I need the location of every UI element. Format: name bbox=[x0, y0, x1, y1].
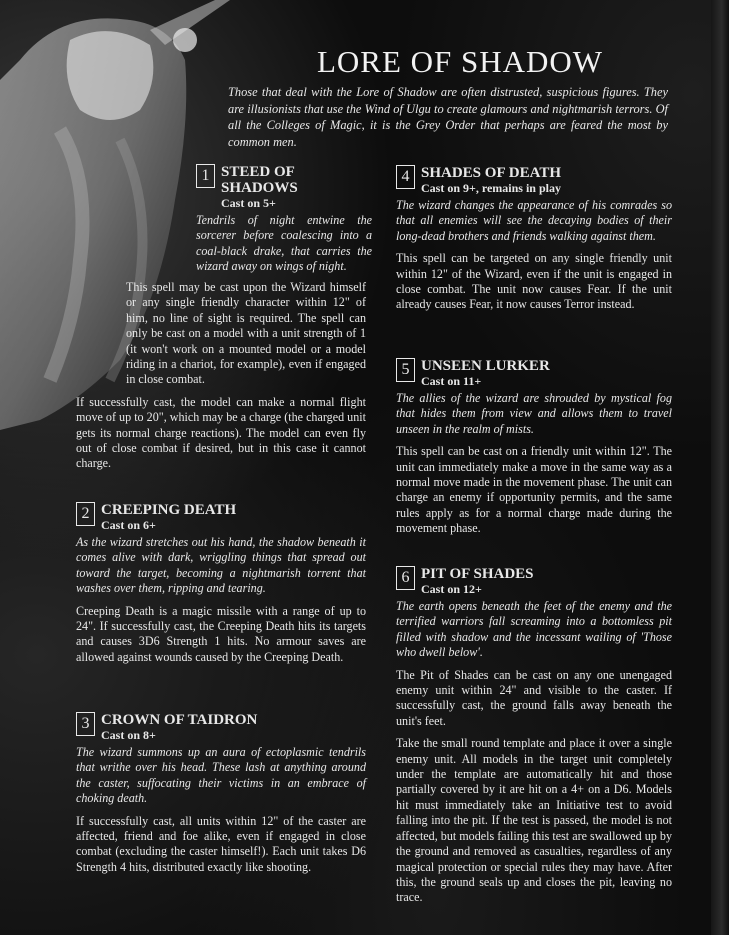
spell-3-number: 3 bbox=[76, 712, 95, 736]
spell-2-number: 2 bbox=[76, 502, 95, 526]
spell-4-cast: Cast on 9+, remains in play bbox=[421, 181, 561, 195]
spell-1-number: 1 bbox=[196, 164, 215, 188]
spell-2-cast: Cast on 6+ bbox=[101, 518, 156, 532]
spell-1-rule-2: If successfully cast, the model can make a normal flight move of up to 20", which may be a charge (the charged unit gets its normal charge reactions). The model can even fly out of close combat if desired, but in this case it cannot charge. bbox=[76, 394, 366, 471]
spell-4-flavor: The wizard changes the appearance of his comrades so that all enemies will see the decaying bodies of their long-dead brothers and friends walking against them. bbox=[396, 198, 672, 243]
spell-5-flavor: The allies of the wizard are shrouded by mystical fog that hides them from view and allows them to travel unseen in the realm of mists. bbox=[396, 391, 672, 436]
spell-1-heading bbox=[196, 164, 372, 211]
spell-5-block bbox=[396, 358, 672, 544]
spell-3-name: CROWN OF TAIDRON bbox=[101, 712, 258, 728]
page-edge bbox=[711, 0, 729, 935]
spell-1-header-block bbox=[196, 164, 372, 282]
spell-1-rules bbox=[76, 280, 366, 479]
spell-4-heading bbox=[396, 165, 672, 196]
spell-3-heading bbox=[76, 712, 366, 743]
spell-4-rule-1: This spell can be targeted on any single friendly unit within 12" of the Wizard, even if the unit is engaged in close combat. The unit now causes Fear. If the unit already causes Fear, it now causes Terror instead. bbox=[396, 251, 672, 312]
spell-6-heading bbox=[396, 566, 672, 597]
spell-4-block bbox=[396, 165, 672, 320]
spell-3-flavor: The wizard summons up an aura of ectoplasmic tendrils that writhe over his head. These lash at anything around the caster, suffocating their victims in an embrace of choking death. bbox=[76, 745, 366, 806]
spell-1-rule-1: This spell may be cast upon the Wizard himself or any single friendly character within 12" of him, no line of sight is required. The spell can only be cast on a model with a unit strength of 1 (it won't work on a mounted model or a model riding in a chariot, for example), even if engaged in close combat. bbox=[126, 280, 366, 387]
spell-3-rule-1: If successfully cast, all units within 12" of the caster are affected, friend and foe alike, even if engaged in close combat (excluding the caster himself!). Each unit takes D6 Strength 4 hits, distributed exactly like shooting. bbox=[76, 813, 366, 874]
spell-2-heading bbox=[76, 502, 366, 533]
spell-6-name: PIT OF SHADES bbox=[421, 566, 534, 582]
spell-2-flavor: As the wizard stretches out his hand, the shadow beneath it comes alive with dark, wriggling things that spread out toward the target, becoming a nightmarish torrent that washes over them, ripping and tearing. bbox=[76, 535, 366, 596]
spell-4-name: SHADES OF DEATH bbox=[421, 165, 562, 181]
spell-6-flavor: The earth opens beneath the feet of the enemy and the terrified warriors fall screaming into a bottomless pit filled with shadow and the incessant wailing of 'Those who dwell below'. bbox=[396, 599, 672, 660]
spell-1-cast: Cast on 5+ bbox=[221, 196, 276, 210]
spell-5-rule-1: This spell can be cast on a friendly unit within 12". The unit can immediately make a move in the same way as a normal move made in the movement phase. The unit can charge an enemy if opportunity permits, and the same rules apply as for a normal charge made during the movement phase. bbox=[396, 444, 672, 536]
spell-5-cast: Cast on 11+ bbox=[421, 374, 482, 388]
spell-6-block bbox=[396, 566, 672, 913]
spell-5-number: 5 bbox=[396, 358, 415, 382]
spell-5-heading bbox=[396, 358, 672, 389]
intro-text: Those that deal with the Lore of Shadow are often distrusted, suspicious figures. They are illusionists that use the Wind of Ulgu to create glamours and nightmarish terrors. Of all the Colleges of Magic, it is the Grey Order that perhaps are feared the most by common men. bbox=[228, 85, 668, 149]
spell-1-flavor: Tendrils of night entwine the sorcerer before coalescing into a coal-black drake, that carries the wizard away on wings of night. bbox=[196, 213, 372, 274]
spell-1-name: STEED OF SHADOWS bbox=[221, 164, 298, 196]
page-title: LORE OF SHADOW bbox=[316, 44, 604, 79]
spell-6-rule-2: Take the small round template and place it over a single enemy unit. All models in the target unit completely under the template are automatically hit and those partially covered by it are hit on a 4+ on a D6. Models hit must immediately take an Initiative test to avoid falling into the pit. If the test is passed, the model is not affected, but models failing this test are swallowed up by the ground and removed as casualties, regardless of any magical protection or special rules they may have. After this, the ground seals up and closes the pit, leaving no trace. bbox=[396, 736, 672, 905]
spell-2-rule-1: Creeping Death is a magic missile with a range of up to 24". If successfully cast, the Creeping Death hits its targets and causes 3D6 Strength 1 hits. No armour saves are allowed against wounds caused by the Creeping Death. bbox=[76, 603, 366, 664]
spell-5-name: UNSEEN LURKER bbox=[421, 358, 550, 374]
spell-6-number: 6 bbox=[396, 566, 415, 590]
spell-3-cast: Cast on 8+ bbox=[101, 728, 156, 742]
spell-3-block bbox=[76, 712, 366, 882]
spell-2-block bbox=[76, 502, 366, 672]
spell-4-number: 4 bbox=[396, 165, 415, 189]
spell-2-name: CREEPING DEATH bbox=[101, 502, 237, 518]
spell-6-cast: Cast on 12+ bbox=[421, 582, 482, 596]
spell-6-rule-1: The Pit of Shades can be cast on any one unengaged enemy unit within 24" and visible to the caster. If successfully cast, the ground falls away beneath the unit's feet. bbox=[396, 667, 672, 728]
